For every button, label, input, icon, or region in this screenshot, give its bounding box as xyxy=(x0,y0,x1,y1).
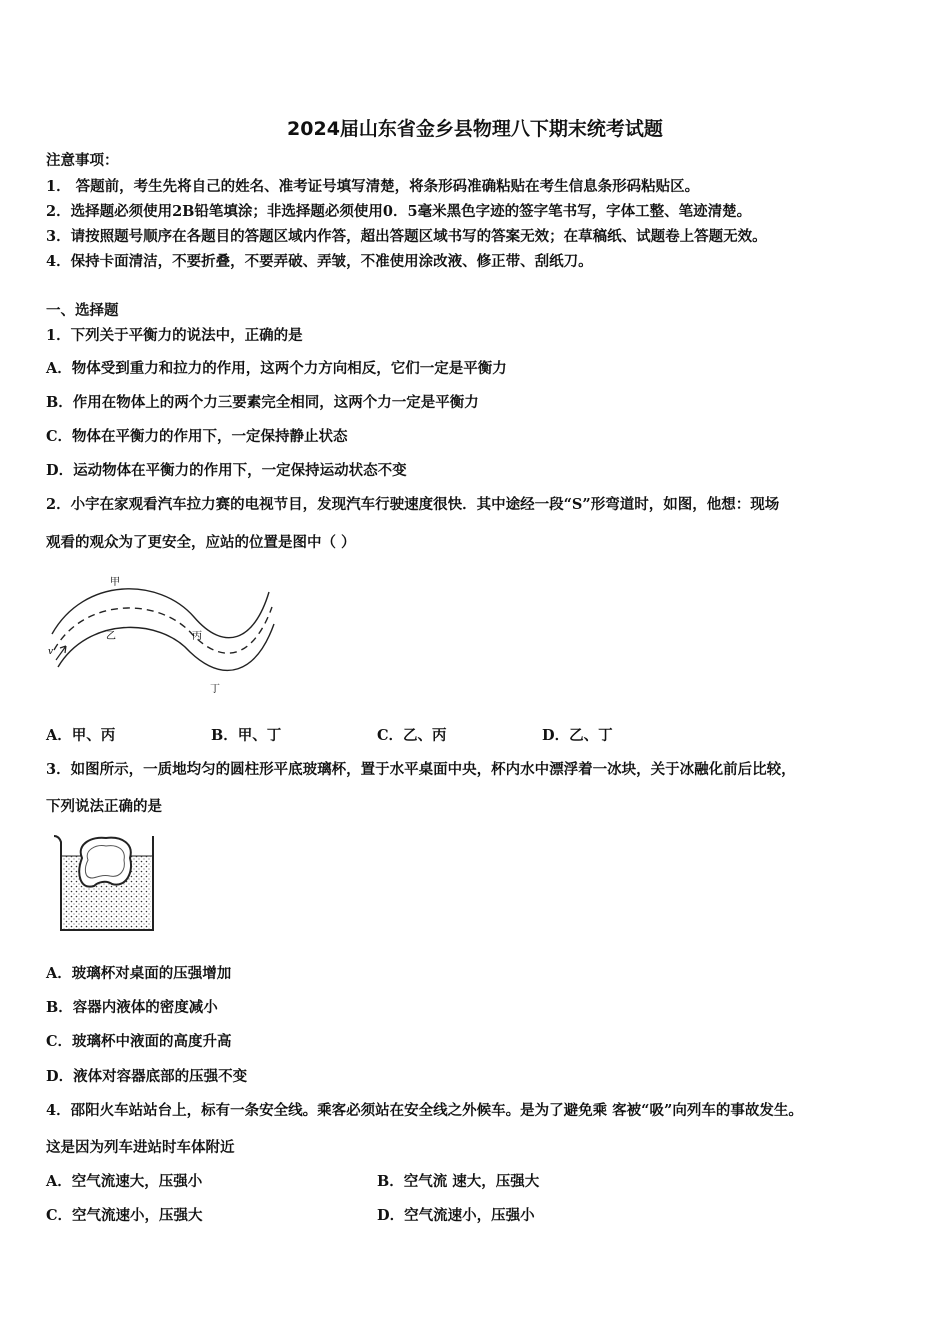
q1-option-a: A．物体受到重力和拉力的作用，这两个力方向相反，它们一定是平衡力 xyxy=(46,360,507,377)
q1-option-b: B．作用在物体上的两个力三要素完全相同，这两个力一定是平衡力 xyxy=(46,394,479,411)
notice-item: 2．选择题必须使用2B铅笔填涂；非选择题必须使用0．5毫米黑色字迹的签字笔书写，字体工整、笔迹清楚。 xyxy=(46,203,752,220)
q3-option-a: A．玻璃杯对桌面的压强增加 xyxy=(46,965,232,982)
road-inner-edge xyxy=(58,624,274,670)
s-curve-road-figure xyxy=(44,572,279,697)
q3-option-c: C．玻璃杯中液面的高度升高 xyxy=(46,1033,232,1050)
q1-stem: 1．下列关于平衡力的说法中，正确的是 xyxy=(46,327,303,344)
q3-option-d: D．液体对容器底部的压强不变 xyxy=(46,1068,248,1085)
page-title: 2024届山东省金乡县物理八下期末统考试题 xyxy=(287,118,663,140)
label-bing: 丙 xyxy=(192,631,202,642)
q4-option-a: A．空气流速大，压强小 xyxy=(46,1173,203,1190)
q1-option-d: D．运动物体在平衡力的作用下，一定保持运动状态不变 xyxy=(46,462,407,479)
q3-stem-line2: 下列说法正确的是 xyxy=(46,798,162,815)
q2-stem-line2: 观看的观众为了更安全，应站的位置是图中（ ） xyxy=(46,534,356,551)
label-jia: 甲 xyxy=(110,577,120,588)
q2-option-a: A．甲、丙 xyxy=(46,727,116,744)
road-center-dashed xyxy=(54,607,272,653)
q4-option-c: C．空气流速小，压强大 xyxy=(46,1207,203,1224)
label-yi: 乙 xyxy=(106,631,116,642)
q1-option-c: C．物体在平衡力的作用下，一定保持静止状态 xyxy=(46,428,348,445)
label-ding: 丁 xyxy=(210,684,220,695)
q4-stem-line2: 这是因为列车进站时车体附近 xyxy=(46,1139,235,1156)
q2-option-b: B．甲、丁 xyxy=(211,727,282,744)
q2-option-c: C．乙、丙 xyxy=(377,727,447,744)
label-v: v xyxy=(48,647,54,657)
q4-option-b: B．空气流 速大，压强大 xyxy=(377,1173,540,1190)
glass-with-ice-figure xyxy=(50,830,160,936)
q3-stem-line1: 3．如图所示，一质地均匀的圆柱形平底玻璃杯，置于水平桌面中央，杯内水中漂浮着一冰块，关于冰融化前后比较， xyxy=(46,761,796,778)
notice-item: 3．请按照题号顺序在各题目的答题区域内作答，超出答题区域书写的答案无效；在草稿纸、试题卷上答题无效。 xyxy=(46,228,767,245)
section-heading: 一、选择题 xyxy=(46,302,119,319)
q4-option-d: D．空气流速小，压强小 xyxy=(377,1207,535,1224)
notice-heading: 注意事项： xyxy=(46,152,119,169)
q2-option-d: D．乙、丁 xyxy=(542,727,613,744)
q4-stem-line1: 4．邵阳火车站站台上，标有一条安全线。乘客必须站在安全线之外候车。是为了避免乘 客被“吸”向列车的事故发生。 xyxy=(46,1102,803,1119)
notice-item: 4．保持卡面清洁，不要折叠，不要弄破、弄皱，不准使用涂改液、修正带、刮纸刀。 xyxy=(46,253,593,270)
q3-option-b: B．容器内液体的密度减小 xyxy=(46,999,218,1016)
notice-item: 1． 答题前，考生先将自己的姓名、准考证号填写清楚，将条形码准确粘贴在考生信息条形码粘贴区。 xyxy=(46,178,700,195)
q2-stem-line1: 2．小宇在家观看汽车拉力赛的电视节目，发现汽车行驶速度很快．其中途经一段“S”形弯道时，如图，他想：现场 xyxy=(46,496,780,513)
